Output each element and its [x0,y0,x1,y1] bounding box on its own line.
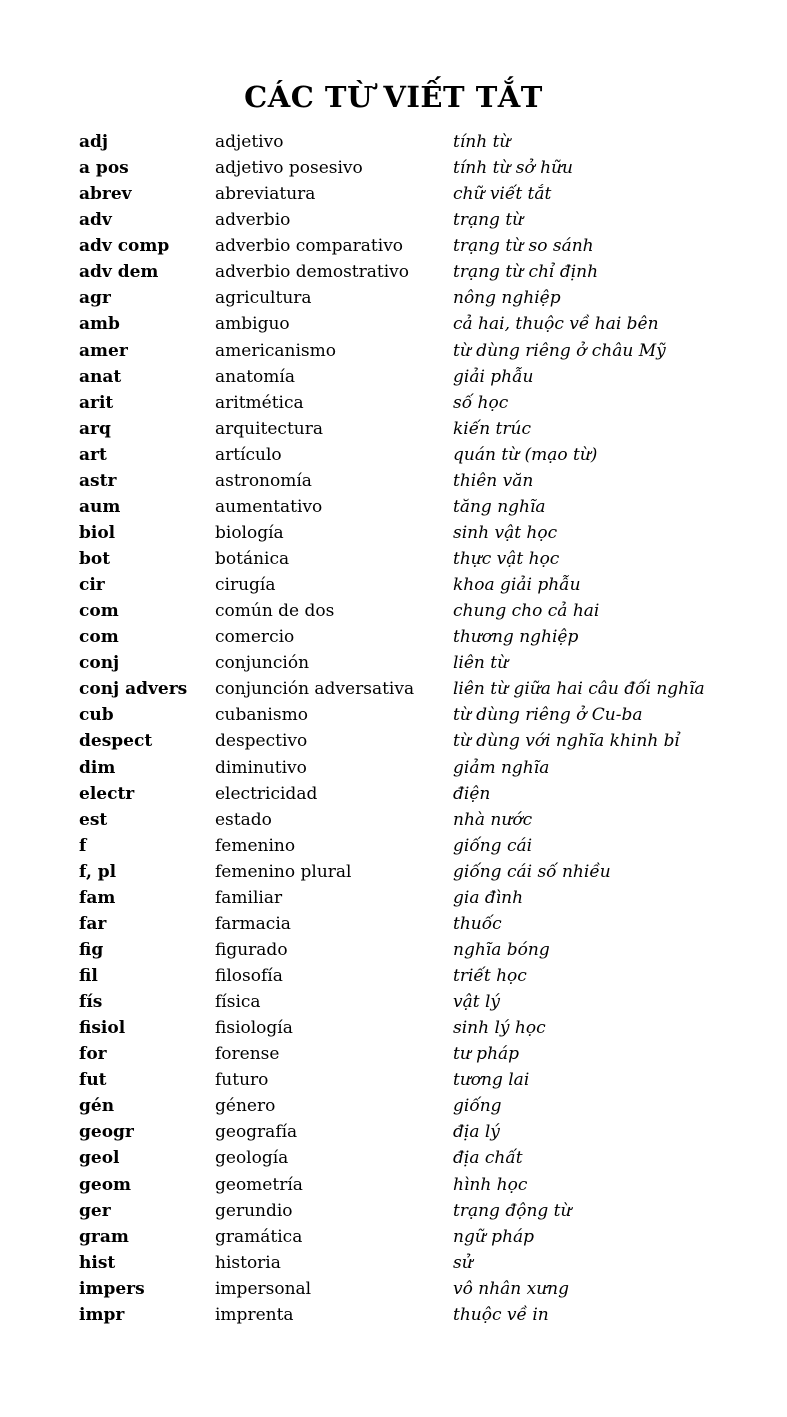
spanish-term: adverbio comparativo [215,236,404,257]
vietnamese-meaning: chữ viết tắt [453,184,552,205]
vietnamese-meaning: thực vật học [453,549,560,569]
spanish-term: adjetivo posesivo [215,158,363,179]
abbreviation: a pos [79,158,129,179]
abbreviation: anat [79,366,122,387]
spanish-term: cubanismo [215,705,308,726]
vietnamese-meaning: sinh lý học [453,1018,546,1039]
table-row [0,859,787,885]
vietnamese-meaning: giống cái [453,835,533,856]
abbreviation: bot [79,549,111,569]
table-row [0,338,787,364]
table-row [0,781,787,807]
spanish-term: figurado [215,939,288,960]
spanish-term: género [215,1096,276,1117]
spanish-term: física [215,992,261,1013]
vietnamese-meaning: giống cái số nhiều [453,861,611,882]
spanish-term: anatomía [215,366,295,387]
vietnamese-meaning: chung cho cả hai [453,601,600,622]
spanish-term: fisiología [215,1018,293,1039]
vietnamese-meaning: vật lý [453,992,501,1013]
vietnamese-meaning: giảm nghĩa [453,757,550,778]
spanish-term: despectivo [215,731,308,752]
abbreviation: amb [79,314,120,335]
abbreviation: adj [79,132,109,152]
abbreviation: amer [79,340,128,361]
table-row [0,755,787,781]
spanish-term: común de dos [215,601,335,622]
table-row [0,1119,787,1145]
abbreviation: geogr [79,1122,134,1143]
table-row [0,937,787,963]
table-row [0,129,787,155]
vietnamese-meaning: tính từ sở hữu [453,158,573,179]
spanish-term: futuro [215,1070,269,1091]
vietnamese-meaning: tư pháp [453,1044,520,1065]
table-row [0,1224,787,1250]
spanish-term: imprenta [215,1304,294,1325]
vietnamese-meaning: giống [453,1096,502,1117]
table-row [0,494,787,520]
table-row [0,1250,787,1276]
vietnamese-meaning: cả hai, thuộc về hai bên [453,314,659,335]
abbreviation: impers [79,1278,145,1299]
abbreviation: astr [79,470,117,491]
vietnamese-meaning: số học [453,392,509,413]
spanish-term: gerundio [215,1200,293,1221]
abbreviation: gén [79,1096,115,1117]
vietnamese-meaning: khoa giải phẫu [453,575,581,596]
spanish-term: conjunción [215,653,310,674]
abbreviation: adv dem [79,262,159,283]
vietnamese-meaning: ngữ pháp [453,1226,535,1247]
spanish-term: femenino [215,835,296,856]
vietnamese-meaning: trạng từ chỉ định [453,262,599,283]
abbreviation: f [79,835,87,856]
spanish-term: biología [215,522,284,543]
abbreviation: electr [79,783,135,804]
spanish-term: diminutivo [215,757,307,778]
table-row [0,259,787,285]
vietnamese-meaning: thương nghiệp [453,627,579,648]
abbreviation-table [0,129,787,1328]
table-row [0,181,787,207]
vietnamese-meaning: thuộc về in [453,1304,549,1325]
table-row [0,468,787,494]
spanish-term: astronomía [215,470,312,491]
abbreviation: fig [79,939,104,960]
spanish-term: geometría [215,1174,303,1195]
abbreviation: gram [79,1226,129,1247]
table-row [0,807,787,833]
table-row [0,598,787,624]
vietnamese-meaning: trạng động từ [453,1200,572,1221]
spanish-term: artículo [215,444,282,465]
table-row [0,989,787,1015]
vietnamese-meaning: địa lý [453,1122,500,1143]
abbreviation: adv [79,210,112,231]
spanish-term: historia [215,1252,281,1273]
abbreviation: fisiol [79,1018,126,1039]
vietnamese-meaning: điện [453,783,491,804]
table-row [0,1302,787,1328]
abbreviation: adv comp [79,236,170,257]
abbreviation: conj advers [79,679,188,700]
table-row [0,676,787,702]
vietnamese-meaning: kiến trúc [453,418,531,439]
table-row [0,1015,787,1041]
table-row [0,442,787,468]
table-row [0,833,787,859]
vietnamese-meaning: triết học [453,966,527,986]
spanish-term: familiar [215,887,283,908]
spanish-term: electricidad [215,783,318,804]
table-row [0,1093,787,1119]
table-row [0,546,787,572]
table-row [0,963,787,989]
spanish-term: comercio [215,627,295,648]
abbreviation: arq [79,418,111,439]
abbreviation: abrev [79,184,132,205]
vietnamese-meaning: địa chất [453,1148,523,1169]
spanish-term: botánica [215,549,290,569]
table-row [0,702,787,728]
table-row [0,155,787,181]
abbreviation: com [79,601,119,622]
vietnamese-meaning: gia đình [453,887,524,908]
abbreviation: fil [79,966,98,986]
vietnamese-meaning: thiên văn [453,470,534,491]
table-row [0,1198,787,1224]
table-row [0,1067,787,1093]
vietnamese-meaning: tính từ [453,132,511,152]
table-row [0,624,787,650]
spanish-term: adverbio demostrativo [215,262,409,283]
table-row [0,520,787,546]
abbreviation: far [79,913,107,934]
spanish-term: adjetivo [215,132,284,152]
vietnamese-meaning: giải phẫu [453,366,534,387]
abbreviation: est [79,809,108,830]
vietnamese-meaning: thuốc [453,913,502,934]
vietnamese-meaning: liên từ [453,653,509,674]
spanish-term: filosofía [215,966,283,986]
table-row [0,1276,787,1302]
vietnamese-meaning: nhà nước [453,809,533,830]
vietnamese-meaning: trạng từ [453,210,524,231]
spanish-term: conjunción adversativa [215,679,415,700]
table-row [0,364,787,390]
table-row [0,650,787,676]
table-row [0,728,787,754]
vietnamese-meaning: liên từ giữa hai câu đối nghĩa [453,679,705,700]
abbreviation: despect [79,731,153,752]
table-row [0,390,787,416]
abbreviation: arit [79,392,114,413]
vietnamese-meaning: từ dùng với nghĩa khinh bỉ [453,731,680,752]
abbreviation: impr [79,1304,125,1325]
abbreviation: fís [79,992,103,1013]
page-title: CÁC TỪ VIẾT TẮT [244,80,543,114]
abbreviation: ger [79,1200,111,1221]
spanish-term: arquitectura [215,418,323,439]
vietnamese-meaning: từ dùng riêng ở châu Mỹ [453,340,666,361]
spanish-term: geología [215,1148,289,1169]
table-row [0,233,787,259]
spanish-term: gramática [215,1226,303,1247]
table-row [0,572,787,598]
vietnamese-meaning: nông nghiệp [453,288,561,309]
abbreviation: fam [79,887,116,908]
table-row [0,1041,787,1067]
vietnamese-meaning: tăng nghĩa [453,496,546,517]
vietnamese-meaning: nghĩa bóng [453,939,550,960]
table-row [0,207,787,233]
spanish-term: adverbio [215,210,291,231]
abbreviation: com [79,627,119,648]
abbreviation: art [79,444,107,465]
table-row [0,416,787,442]
abbreviation: cir [79,575,105,596]
vietnamese-meaning: hình học [453,1174,528,1195]
vietnamese-meaning: quán từ (mạo từ) [453,444,598,465]
spanish-term: impersonal [215,1278,312,1299]
vietnamese-meaning: tương lai [453,1070,530,1091]
spanish-term: agricultura [215,288,312,309]
abbreviation: agr [79,288,111,309]
spanish-term: ambiguo [215,314,290,335]
abbreviation: hist [79,1252,116,1273]
table-row [0,311,787,337]
abbreviation: geol [79,1148,120,1169]
abbreviation: for [79,1044,107,1065]
spanish-term: forense [215,1044,280,1065]
table-row [0,1145,787,1171]
abbreviation: geom [79,1174,132,1195]
spanish-term: femenino plural [215,861,352,882]
spanish-term: aumentativo [215,496,323,517]
spanish-term: geografía [215,1122,298,1143]
table-row [0,1172,787,1198]
vietnamese-meaning: trạng từ so sánh [453,236,594,257]
spanish-term: americanismo [215,340,337,361]
vietnamese-meaning: sử [453,1252,473,1273]
spanish-term: cirugía [215,575,276,596]
abbreviation: biol [79,522,116,543]
abbreviation: fut [79,1070,107,1091]
vietnamese-meaning: sinh vật học [453,522,558,543]
spanish-term: estado [215,809,272,830]
vietnamese-meaning: từ dùng riêng ở Cu-ba [453,705,643,726]
abbreviation: conj [79,653,120,674]
vietnamese-meaning: vô nhân xưng [453,1278,569,1299]
spanish-term: abreviatura [215,184,316,205]
table-row [0,285,787,311]
abbreviation: f, pl [79,861,117,882]
spanish-term: farmacia [215,913,291,934]
table-row [0,885,787,911]
spanish-term: aritmética [215,392,304,413]
abbreviation: dim [79,757,116,778]
table-row [0,911,787,937]
abbreviation: cub [79,705,114,726]
abbreviation: aum [79,496,121,517]
